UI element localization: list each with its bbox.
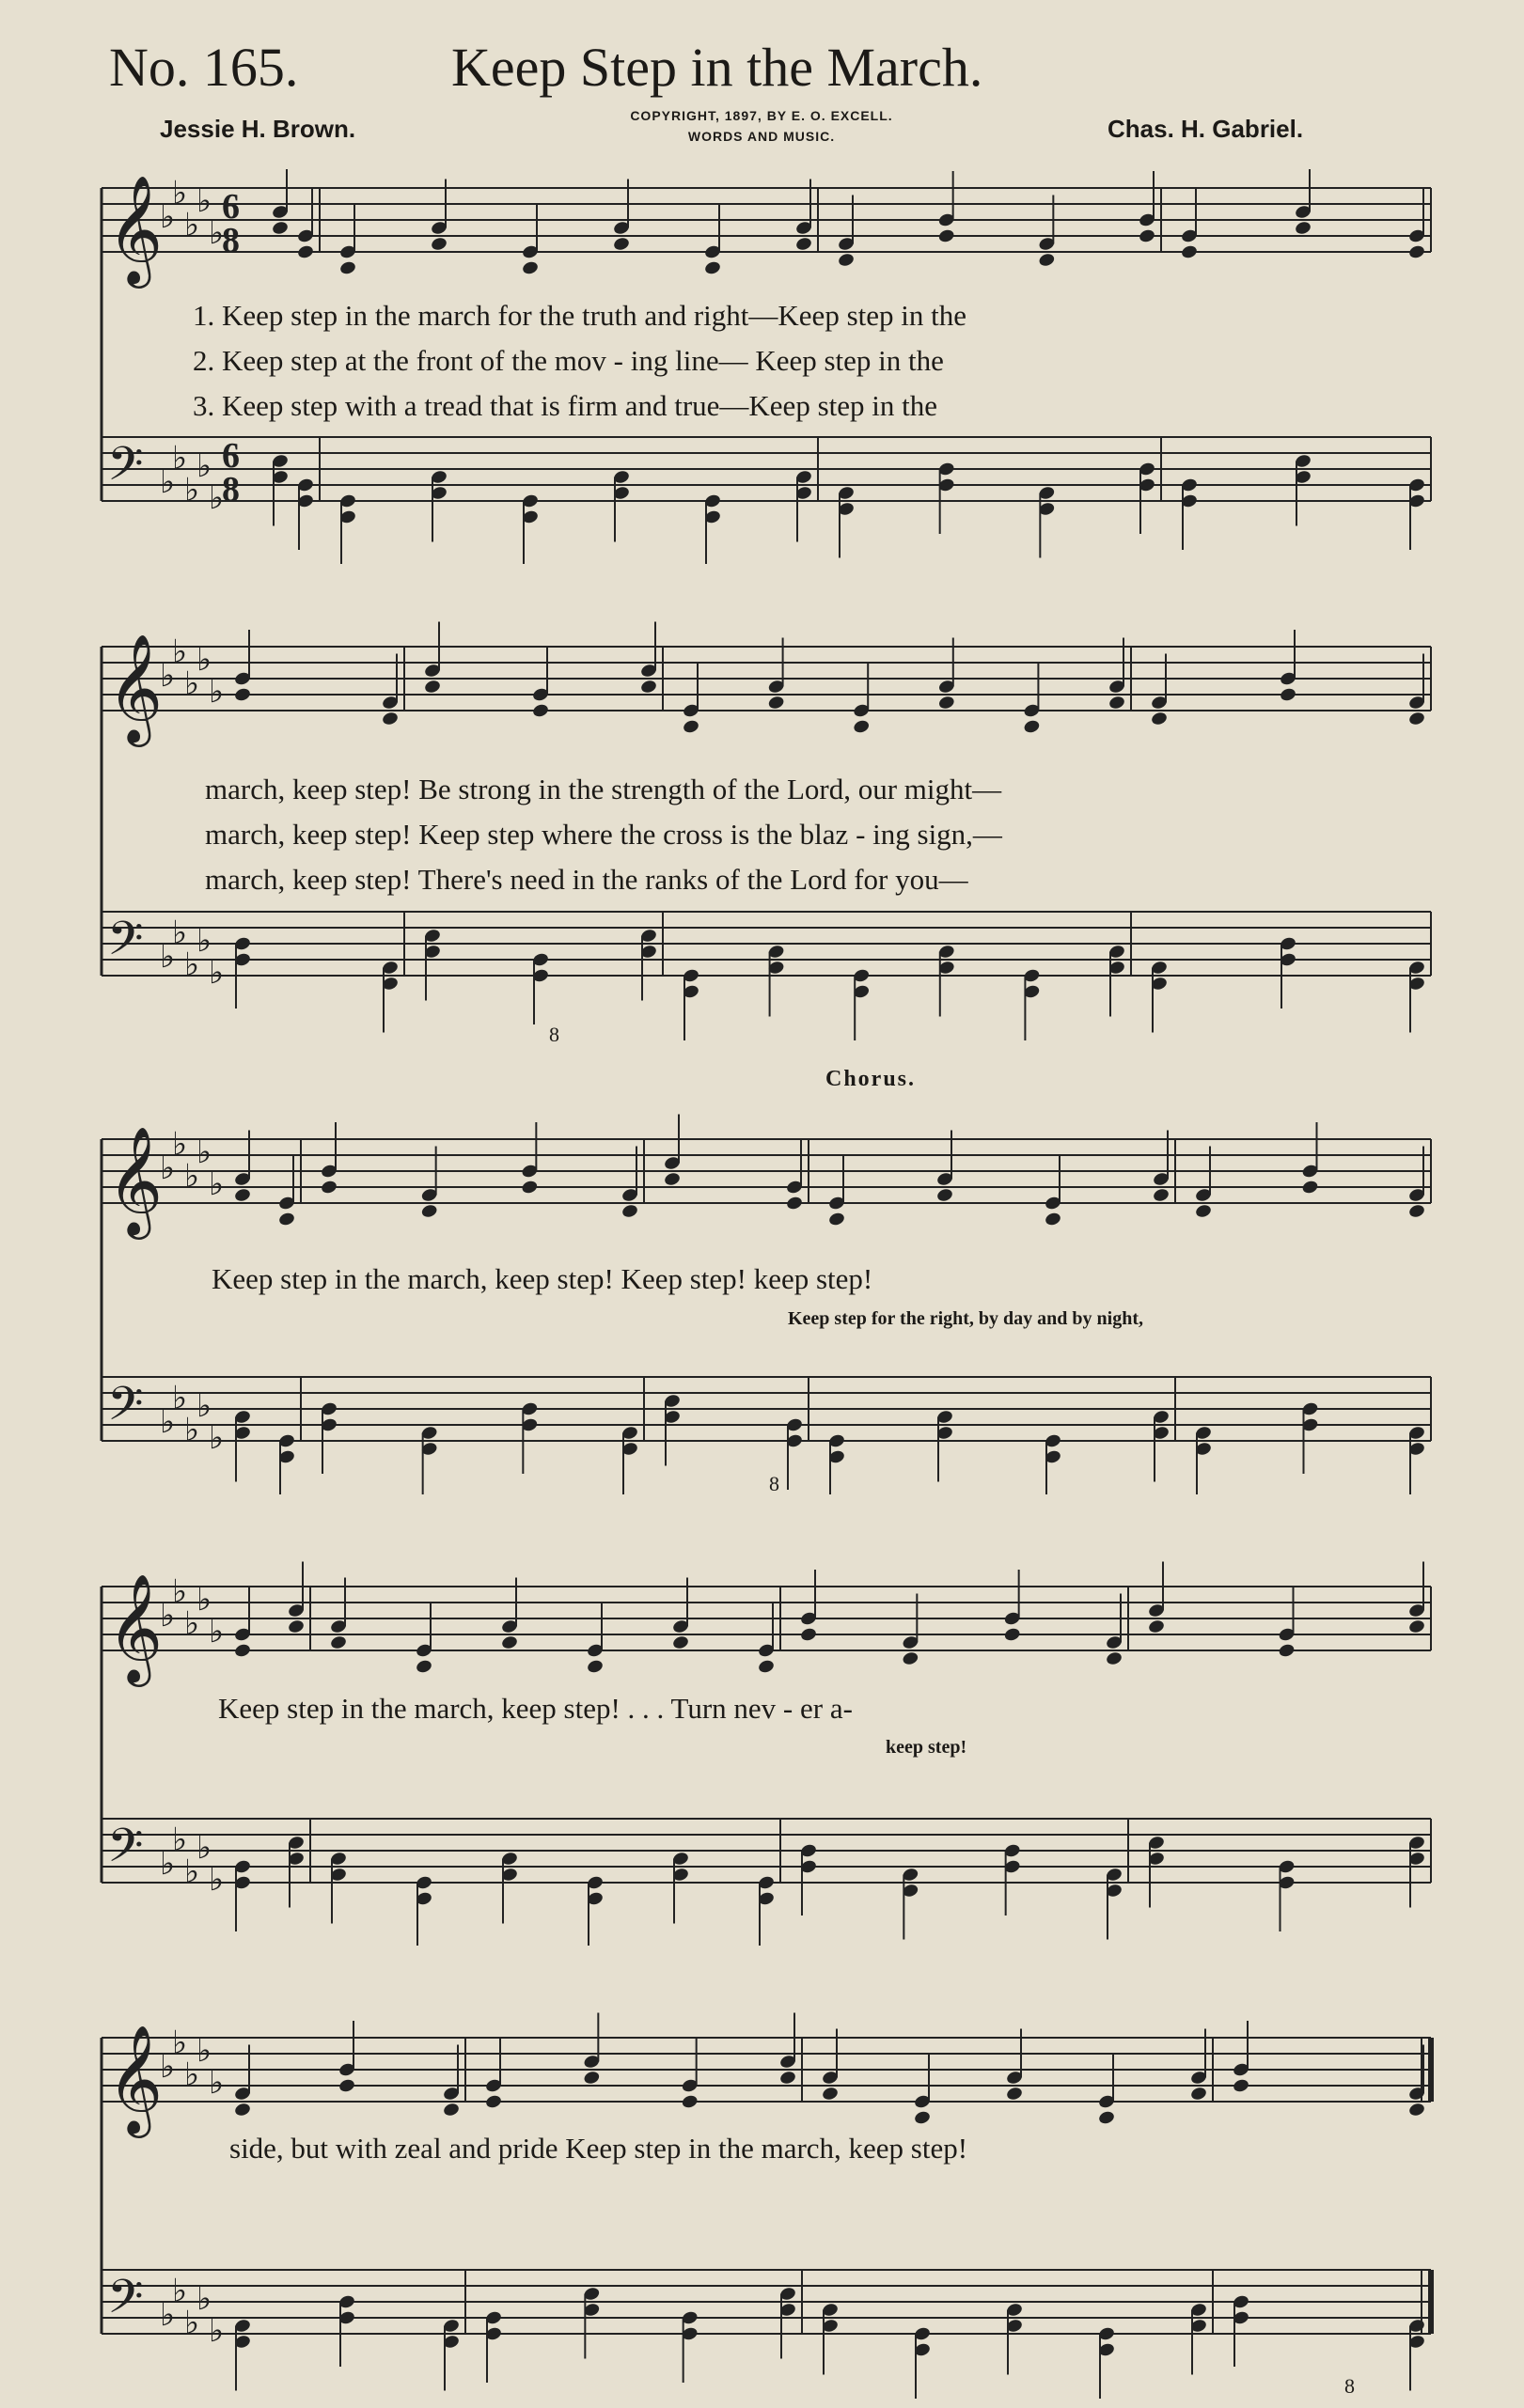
note-head (682, 719, 699, 735)
note-head (1152, 1187, 1170, 1203)
flat-icon: ♭ (209, 479, 225, 517)
note-head (1147, 1618, 1165, 1634)
chorus-line-2-small: keep step! (886, 1737, 967, 1758)
note-head (612, 236, 630, 252)
note-head (1150, 711, 1168, 727)
note-head (329, 1634, 347, 1650)
flat-icon: ♭ (160, 1403, 176, 1441)
flat-icon: ♭ (184, 2056, 200, 2094)
flat-icon: ♭ (184, 946, 200, 984)
note-head (500, 1634, 518, 1650)
note-head (1023, 719, 1041, 735)
note-head (423, 679, 441, 695)
system-4-staves (0, 1513, 1524, 1946)
flat-icon: ♭ (209, 1613, 225, 1650)
flat-icon: ♭ (172, 1572, 188, 1611)
verse-2-line-1: 2. Keep step at the front of the mov - ing line— Keep step in the (193, 344, 944, 377)
note-head (1138, 228, 1155, 244)
note-head (287, 1618, 305, 1634)
note-head (794, 236, 812, 252)
flat-icon: ♭ (160, 463, 176, 501)
note-head (1407, 2102, 1425, 2118)
flat-icon: ♭ (184, 1604, 200, 1643)
note-head (320, 1180, 338, 1196)
flat-icon: ♭ (160, 657, 176, 695)
note-head (1407, 244, 1425, 260)
flat-icon: ♭ (209, 2312, 225, 2350)
note-head (1232, 2078, 1249, 2094)
flat-icon: ♭ (172, 1125, 188, 1164)
note-head (671, 1634, 689, 1650)
note-head (338, 260, 356, 276)
note-head (415, 1659, 432, 1675)
flat-icon: ♭ (184, 471, 200, 509)
flat-icon: ♭ (209, 2064, 225, 2102)
flat-icon: ♭ (172, 1821, 188, 1859)
note-head (271, 220, 289, 236)
note-head (338, 2078, 355, 2094)
flat-icon: ♭ (209, 673, 225, 711)
flat-icon: ♭ (172, 1379, 188, 1417)
note-head (1044, 1212, 1061, 1227)
flat-icon: ♭ (184, 1157, 200, 1196)
verse-2-line-2: march, keep step! Keep step where the cross is the blaz - ing sign,— (205, 818, 1002, 851)
note-head (1005, 2086, 1023, 2102)
note-head (521, 1180, 539, 1196)
note-head (827, 1212, 845, 1227)
note-head (1097, 2110, 1115, 2126)
note-head (1194, 1203, 1212, 1219)
note-head (430, 236, 448, 252)
bass-clef-icon: 𝄢 (107, 912, 144, 977)
flat-icon: ♭ (196, 447, 212, 485)
note-head (935, 1187, 953, 1203)
note-head (913, 2110, 931, 2126)
author-credit: Jessie H. Brown. (160, 115, 356, 143)
note-head (420, 1203, 438, 1219)
note-head (277, 1212, 295, 1227)
note-head (233, 2102, 251, 2118)
octave-mark: 8 (1344, 2374, 1355, 2398)
chorus-line-2: Keep step in the march, keep step! . . . Turn nev - er a- (218, 1692, 853, 1725)
note-head (902, 1650, 919, 1666)
composer-credit: Chas. H. Gabriel. (1108, 115, 1304, 143)
flat-icon: ♭ (196, 2032, 212, 2070)
flat-icon: ♭ (160, 2048, 176, 2086)
note-head (521, 260, 539, 276)
time-signature-bottom: 8 (222, 470, 240, 509)
copyright-notice (526, 105, 997, 147)
music-system-3 (0, 1062, 1524, 1494)
flat-icon: ♭ (160, 198, 176, 236)
note-head (1189, 2086, 1207, 2102)
note-head (442, 2102, 460, 2118)
flat-icon: ♭ (172, 2024, 188, 2062)
music-system-1 (0, 169, 1524, 564)
note-head (837, 252, 855, 268)
flat-icon: ♭ (160, 938, 176, 976)
bass-clef-icon: 𝄢 (107, 1819, 144, 1884)
note-head (778, 2070, 796, 2086)
time-signature-bottom: 8 (222, 221, 240, 260)
note-head (663, 1171, 681, 1187)
flat-icon: ♭ (172, 633, 188, 671)
hymn-title: Keep Step in the March. (451, 37, 983, 98)
note-head (937, 695, 955, 711)
hymn-number: No. 165. (109, 37, 299, 98)
chorus-label: Chorus. (825, 1067, 917, 1091)
copyright-line-1: COPYRIGHT, 1897, BY E. O. EXCELL. (630, 108, 893, 123)
chorus-line-3: side, but with zeal and pride Keep step in the march, keep step! (229, 2132, 968, 2165)
time-signature-top: 6 (222, 436, 240, 476)
flat-icon: ♭ (160, 1845, 176, 1883)
flat-icon: ♭ (209, 214, 225, 252)
note-head (484, 2094, 502, 2110)
note-head (1105, 1650, 1123, 1666)
note-head (1038, 252, 1056, 268)
bass-clef-icon: 𝄢 (107, 437, 144, 503)
note-head (681, 2094, 699, 2110)
flat-icon: ♭ (196, 1134, 212, 1171)
flat-icon: ♭ (209, 1419, 225, 1457)
flat-icon: ♭ (184, 1853, 200, 1891)
flat-icon: ♭ (172, 914, 188, 952)
flat-icon: ♭ (184, 206, 200, 244)
note-head (583, 2070, 601, 2086)
verse-1-line-1: 1. Keep step in the march for the truth and right—Keep step in the (193, 299, 966, 332)
note-head (296, 244, 314, 260)
treble-clef-icon: 𝄞 (107, 1125, 164, 1235)
flat-icon: ♭ (172, 2272, 188, 2310)
bass-clef-icon: 𝄢 (107, 1377, 144, 1443)
note-head (1108, 695, 1125, 711)
note-head (1407, 1203, 1425, 1219)
system-5-staves (0, 1964, 1524, 2406)
note-head (381, 711, 399, 727)
note-head (821, 2086, 839, 2102)
music-system-2 (0, 611, 1524, 1046)
note-head (785, 1196, 803, 1212)
note-head (799, 1627, 817, 1643)
flat-icon: ♭ (184, 1411, 200, 1449)
bass-clef-icon: 𝄢 (107, 2270, 144, 2336)
note-head (1279, 687, 1296, 703)
flat-icon: ♭ (172, 439, 188, 477)
note-head (937, 228, 955, 244)
flat-icon: ♭ (209, 954, 225, 992)
music-system-4 (0, 1513, 1524, 1946)
verse-3-line-1: 3. Keep step with a tread that is firm and true—Keep step in the (193, 389, 937, 422)
note-head (1407, 1618, 1425, 1634)
copyright-line-2: WORDS AND MUSIC. (687, 129, 836, 144)
note-head (1180, 244, 1198, 260)
flat-icon: ♭ (209, 1861, 225, 1899)
treble-clef-icon: 𝄞 (107, 1572, 164, 1682)
flat-icon: ♭ (172, 174, 188, 212)
note-head (621, 1203, 638, 1219)
note-head (757, 1659, 775, 1675)
chorus-line-1-small: Keep step for the right, by day and by night, (788, 1308, 1144, 1329)
treble-clef-icon: 𝄞 (107, 174, 164, 284)
flat-icon: ♭ (160, 1597, 176, 1634)
flat-icon: ♭ (184, 665, 200, 703)
note-head (1407, 711, 1425, 727)
verse-3-line-2: march, keep step! There's need in the ranks of the Lord for you— (205, 863, 968, 896)
flat-icon: ♭ (196, 1581, 212, 1618)
chorus-line-1: Keep step in the march, keep step! Keep step! keep step! (212, 1262, 873, 1295)
note-head (1301, 1180, 1319, 1196)
note-head (1003, 1627, 1021, 1643)
flat-icon: ♭ (196, 922, 212, 960)
octave-mark: 8 (769, 1472, 779, 1495)
flat-icon: ♭ (160, 1149, 176, 1187)
flat-icon: ♭ (160, 2296, 176, 2334)
music-system-5 (0, 1964, 1524, 2406)
treble-clef-icon: 𝄞 (107, 633, 164, 743)
flat-icon: ♭ (184, 2304, 200, 2342)
note-head (586, 1659, 604, 1675)
time-signature-top: 6 (222, 187, 240, 227)
flat-icon: ♭ (196, 2280, 212, 2318)
treble-clef-icon: 𝄞 (107, 2024, 164, 2134)
flat-icon: ♭ (209, 1165, 225, 1203)
note-head (233, 687, 251, 703)
note-head (233, 1643, 251, 1659)
octave-mark: 8 (549, 1023, 559, 1046)
verse-1-line-2: march, keep step! Be strong in the strength of the Lord, our might— (205, 773, 1002, 805)
flat-icon: ♭ (196, 641, 212, 679)
note-head (639, 679, 657, 695)
note-head (233, 1187, 251, 1203)
note-head (1294, 220, 1312, 236)
note-head (1278, 1643, 1296, 1659)
note-head (767, 695, 785, 711)
note-head (531, 703, 549, 719)
flat-icon: ♭ (196, 1829, 212, 1867)
flat-icon: ♭ (196, 1387, 212, 1425)
note-head (853, 719, 871, 735)
note-head (703, 260, 721, 276)
flat-icon: ♭ (196, 182, 212, 220)
